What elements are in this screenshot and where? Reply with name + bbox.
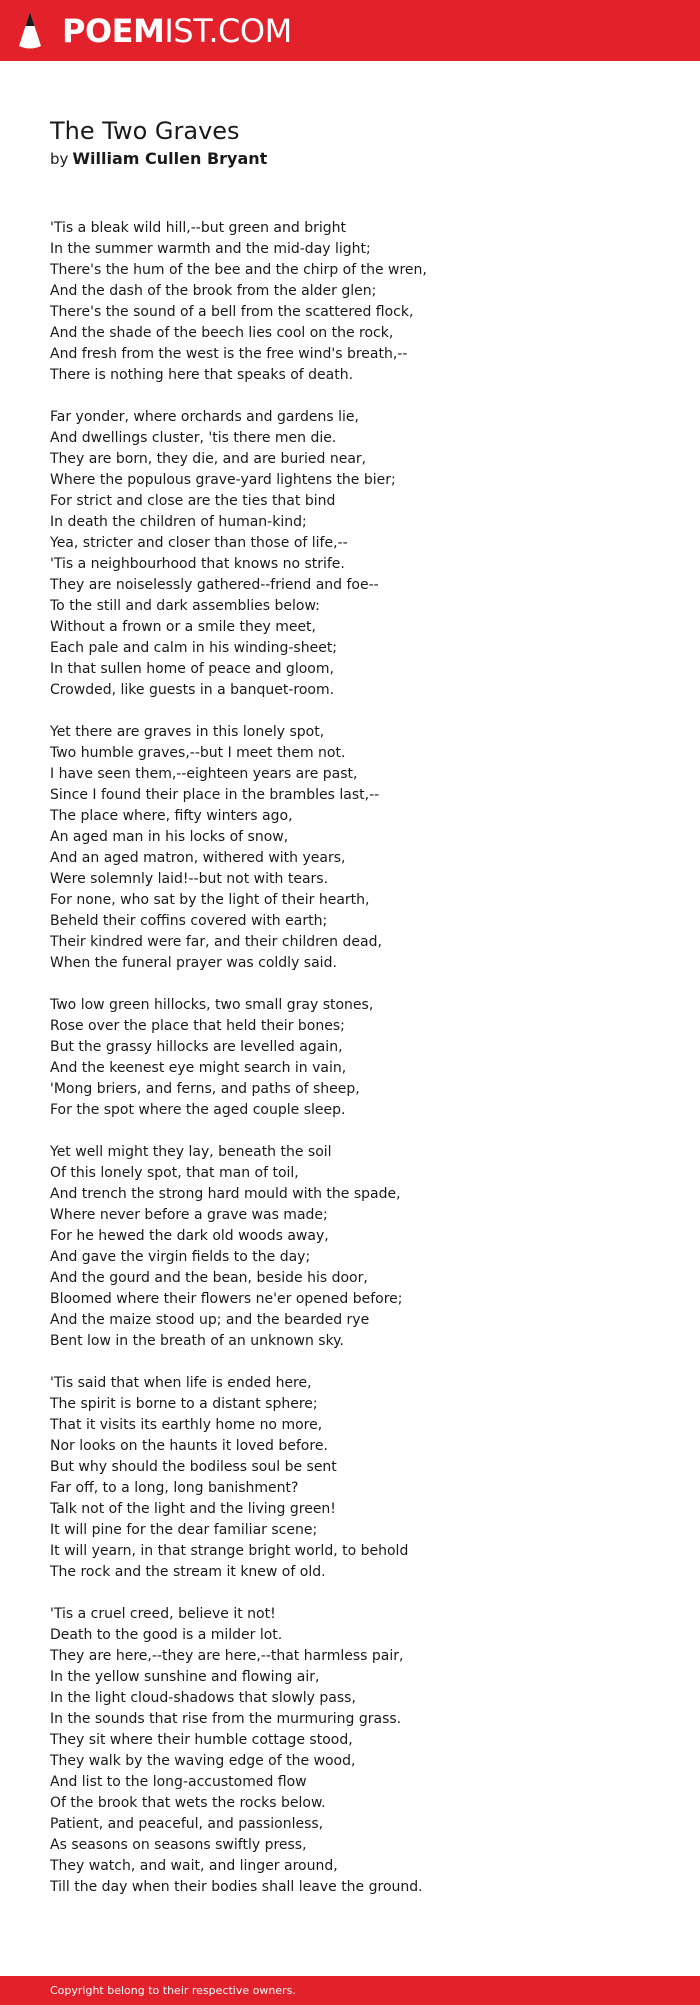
poem-line: There's the sound of a bell from the scattered flock,	[50, 304, 414, 320]
poem-line: Patient, and peaceful, and passionless,	[50, 1816, 324, 1832]
poem-line: Bent low in the breath of an unknown sky.	[50, 1333, 344, 1349]
poem-line: Far yonder, where orchards and gardens lie,	[50, 409, 359, 425]
poem-line: And dwellings cluster, 'tis there men die.	[50, 430, 337, 446]
poem-line: It will pine for the dear familiar scene;	[50, 1522, 318, 1538]
stanza	[50, 722, 670, 974]
poem-line: And the maize stood up; and the bearded rye	[50, 1312, 370, 1328]
poem-title: The Two Graves	[50, 117, 240, 145]
poem-line: In the summer warmth and the mid-day light;	[50, 241, 371, 257]
stanza	[50, 1604, 670, 1898]
poem-line: Where never before a grave was made;	[50, 1207, 328, 1223]
poem-line: Yea, stricter and closer than those of life,--	[50, 535, 348, 551]
poem-line: There is nothing here that speaks of death.	[50, 367, 354, 383]
poem-line: For he hewed the dark old woods away,	[50, 1228, 329, 1244]
poem-line: Each pale and calm in his winding-sheet;	[50, 640, 338, 656]
stanza	[50, 1373, 670, 1583]
poem-line: Crowded, like guests in a banquet-room.	[50, 682, 335, 698]
poem-line: And the keenest eye might search in vain,	[50, 1060, 347, 1076]
poem-line: In that sullen home of peace and gloom,	[50, 661, 334, 677]
stanza	[50, 218, 670, 386]
poem-line: Till the day when their bodies shall leave the ground.	[50, 1879, 423, 1895]
copyright-notice: Copyright belong to their respective owners.	[50, 1984, 296, 1997]
poem-line: In death the children of human-kind;	[50, 514, 307, 530]
poem-line: They are born, they die, and are buried near,	[50, 451, 367, 467]
poem-line: Yet there are graves in this lonely spot,	[50, 724, 325, 740]
poem-line: An aged man in his locks of snow,	[50, 829, 289, 845]
poem-line: Death to the good is a milder lot.	[50, 1627, 283, 1643]
poem-body	[50, 218, 670, 1919]
poem-line: And the shade of the beech lies cool on the rock,	[50, 325, 394, 341]
logo-light-part: IST.COM	[164, 12, 292, 50]
poem-line: Since I found their place in the brambles last,--	[50, 787, 380, 803]
poem-line: Were solemnly laid!--but not with tears.	[50, 871, 329, 887]
site-logo-text	[62, 10, 292, 52]
poem-line: For the spot where the aged couple sleep.	[50, 1102, 346, 1118]
poem-line: But why should the bodiless soul be sent	[50, 1459, 337, 1475]
poem-line: Talk not of the light and the living green!	[50, 1501, 336, 1517]
poem-line: Their kindred were far, and their children dead,	[50, 934, 382, 950]
poem-line: It will yearn, in that strange bright world, to behold	[50, 1543, 409, 1559]
poem-line: That it visits its earthly home no more,	[50, 1417, 323, 1433]
stanza	[50, 995, 670, 1121]
poem-author: William Cullen Bryant	[72, 149, 268, 168]
pencil-tip-icon	[18, 10, 42, 52]
poem-line: And the gourd and the bean, beside his door,	[50, 1270, 368, 1286]
poem-line: Rose over the place that held their bones;	[50, 1018, 345, 1034]
poem-line: Of the brook that wets the rocks below.	[50, 1795, 326, 1811]
poem-line: In the yellow sunshine and flowing air,	[50, 1669, 320, 1685]
poem-line: They watch, and wait, and linger around,	[50, 1858, 338, 1874]
poem-line: And an aged matron, withered with years,	[50, 850, 346, 866]
poem-line: As seasons on seasons swiftly press,	[50, 1837, 307, 1853]
poem-line: And gave the virgin fields to the day;	[50, 1249, 311, 1265]
poem-line: Two low green hillocks, two small gray stones,	[50, 997, 374, 1013]
poem-line: For none, who sat by the light of their hearth,	[50, 892, 370, 908]
poem-line: Of this lonely spot, that man of toil,	[50, 1165, 299, 1181]
site-footer	[0, 1976, 700, 2005]
site-logo-link[interactable]	[18, 10, 292, 52]
poem-line: In the sounds that rise from the murmuring grass.	[50, 1711, 402, 1727]
poem-line: The place where, fifty winters ago,	[50, 808, 293, 824]
poem-line: But the grassy hillocks are levelled again,	[50, 1039, 343, 1055]
poem-line: They walk by the waving edge of the wood,	[50, 1753, 356, 1769]
poem-line: Far off, to a long, long banishment?	[50, 1480, 299, 1496]
poem-line: 'Tis a bleak wild hill,--but green and bright	[50, 220, 346, 236]
site-header	[0, 0, 700, 61]
poem-line: Bloomed where their flowers ne'er opened before;	[50, 1291, 403, 1307]
stanza	[50, 1142, 670, 1352]
poem-line: And fresh from the west is the free wind's breath,--	[50, 346, 408, 362]
poem-line: 'Tis a cruel creed, believe it not!	[50, 1606, 276, 1622]
poem-line: To the still and dark assemblies below:	[50, 598, 320, 614]
poem-line: There's the hum of the bee and the chirp of the wren,	[50, 262, 427, 278]
poem-line: They are noiselessly gathered--friend and foe--	[50, 577, 379, 593]
poem-line: In the light cloud-shadows that slowly pass,	[50, 1690, 356, 1706]
poem-line: They are here,--they are here,--that harmless pair,	[50, 1648, 404, 1664]
poem-line: Nor looks on the haunts it loved before.	[50, 1438, 328, 1454]
poem-line: When the funeral prayer was coldly said.	[50, 955, 337, 971]
poem-line: The spirit is borne to a distant sphere;	[50, 1396, 318, 1412]
poem-line: And list to the long-accustomed flow	[50, 1774, 307, 1790]
poem-line: Beheld their coffins covered with earth;	[50, 913, 328, 929]
poem-line: 'Tis said that when life is ended here,	[50, 1375, 312, 1391]
poem-line: Two humble graves,--but I meet them not.	[50, 745, 346, 761]
poem-line: And the dash of the brook from the alder glen;	[50, 283, 377, 299]
poem-line: They sit where their humble cottage stood,	[50, 1732, 353, 1748]
poem-line: And trench the strong hard mould with the spade,	[50, 1186, 401, 1202]
poem-line: The rock and the stream it knew of old.	[50, 1564, 326, 1580]
logo-bold-part: POEM	[62, 12, 165, 50]
poem-line: Where the populous grave-yard lightens the bier;	[50, 472, 396, 488]
poem-byline	[50, 148, 267, 170]
poem-line: 'Tis a neighbourhood that knows no strife.	[50, 556, 345, 572]
poem-line: I have seen them,--eighteen years are past,	[50, 766, 358, 782]
poem-line: For strict and close are the ties that bind	[50, 493, 336, 509]
poem-line: Yet well might they lay, beneath the soil	[50, 1144, 332, 1160]
poem-line: Without a frown or a smile they meet,	[50, 619, 316, 635]
stanza	[50, 407, 670, 701]
poem-line: 'Mong briers, and ferns, and paths of sheep,	[50, 1081, 360, 1097]
by-label: by	[50, 150, 69, 168]
